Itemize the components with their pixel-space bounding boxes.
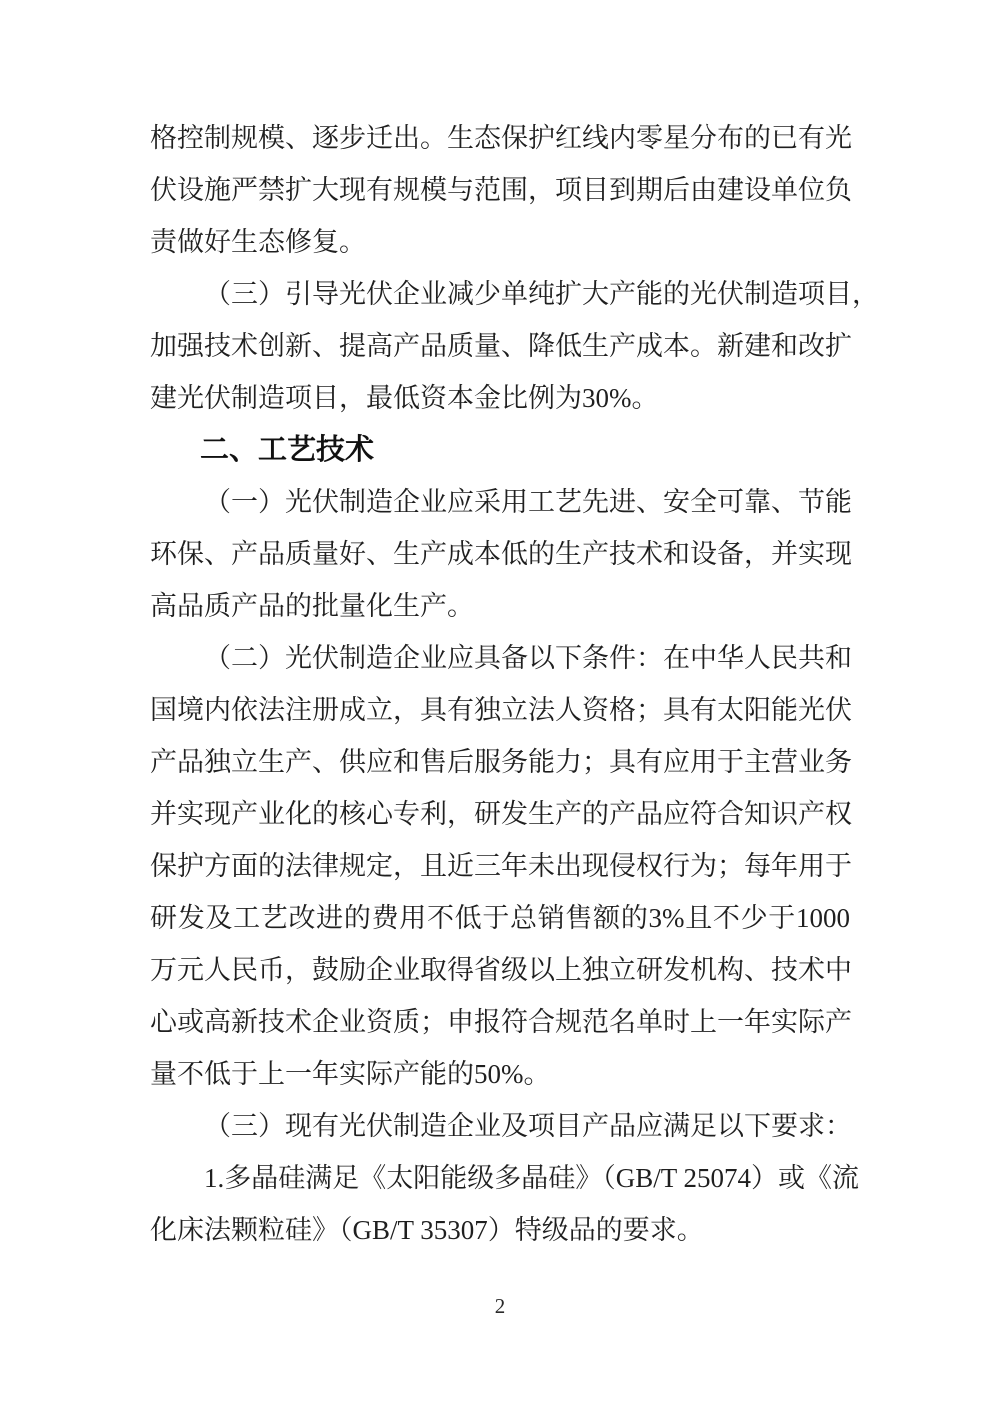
body-line: （三）引导光伏企业减少单纯扩大产能的光伏制造项目，: [204, 279, 879, 309]
paragraph: [150, 1152, 860, 1256]
body-line: （一）光伏制造企业应采用工艺先进、安全可靠、节能: [204, 487, 852, 517]
paragraph: [150, 1100, 850, 1152]
body-line: （三）现有光伏制造企业及项目产品应满足以下要求：: [204, 1111, 852, 1141]
body-line: 高品质产品的批量化生产。: [150, 591, 474, 621]
body-line: （二）光伏制造企业应具备以下条件：在中华人民共和: [204, 643, 852, 673]
body-line: 加强技术创新、提高产品质量、降低生产成本。新建和改扩: [150, 331, 852, 361]
body-line: 责做好生态修复。: [150, 227, 366, 257]
paragraph: [150, 268, 879, 424]
body-line: 化床法颗粒硅》（GB/T 35307）特级品的要求。: [150, 1215, 704, 1245]
paragraph: [150, 112, 850, 268]
body-line: 研发及工艺改进的费用不低于总销售额的3%且不少于1000: [150, 903, 850, 933]
body-line: 环保、产品质量好、生产成本低的生产技术和设备，并实现: [150, 539, 852, 569]
body-line: 伏设施严禁扩大现有规模与范围，项目到期后由建设单位负: [150, 175, 852, 205]
body-line: 万元人民币，鼓励企业取得省级以上独立研发机构、技术中: [150, 955, 852, 985]
body-line: 并实现产业化的核心专利，研发生产的产品应符合知识产权: [150, 799, 852, 829]
document-body: [150, 112, 879, 1256]
body-line: 国境内依法注册成立，具有独立法人资格；具有太阳能光伏: [150, 695, 852, 725]
section-heading: 二、工艺技术: [200, 434, 375, 466]
body-line: 量不低于上一年实际产能的50%。: [150, 1059, 551, 1089]
body-line: 1.多晶硅满足《太阳能级多晶硅》（GB/T 25074）或《流: [204, 1163, 860, 1193]
page-number: 2: [494, 1294, 506, 1318]
body-line: 建光伏制造项目，最低资本金比例为30%。: [150, 383, 659, 413]
body-line: 产品独立生产、供应和售后服务能力；具有应用于主营业务: [150, 747, 852, 777]
page-footer: [0, 1292, 1000, 1320]
body-line: 格控制规模、逐步迁出。生态保护红线内零星分布的已有光: [150, 123, 852, 153]
body-line: 保护方面的法律规定，且近三年未出现侵权行为；每年用于: [150, 851, 852, 881]
paragraph: [150, 476, 850, 632]
body-line: 心或高新技术企业资质；申报符合规范名单时上一年实际产: [150, 1007, 852, 1037]
paragraph: [150, 632, 850, 1100]
